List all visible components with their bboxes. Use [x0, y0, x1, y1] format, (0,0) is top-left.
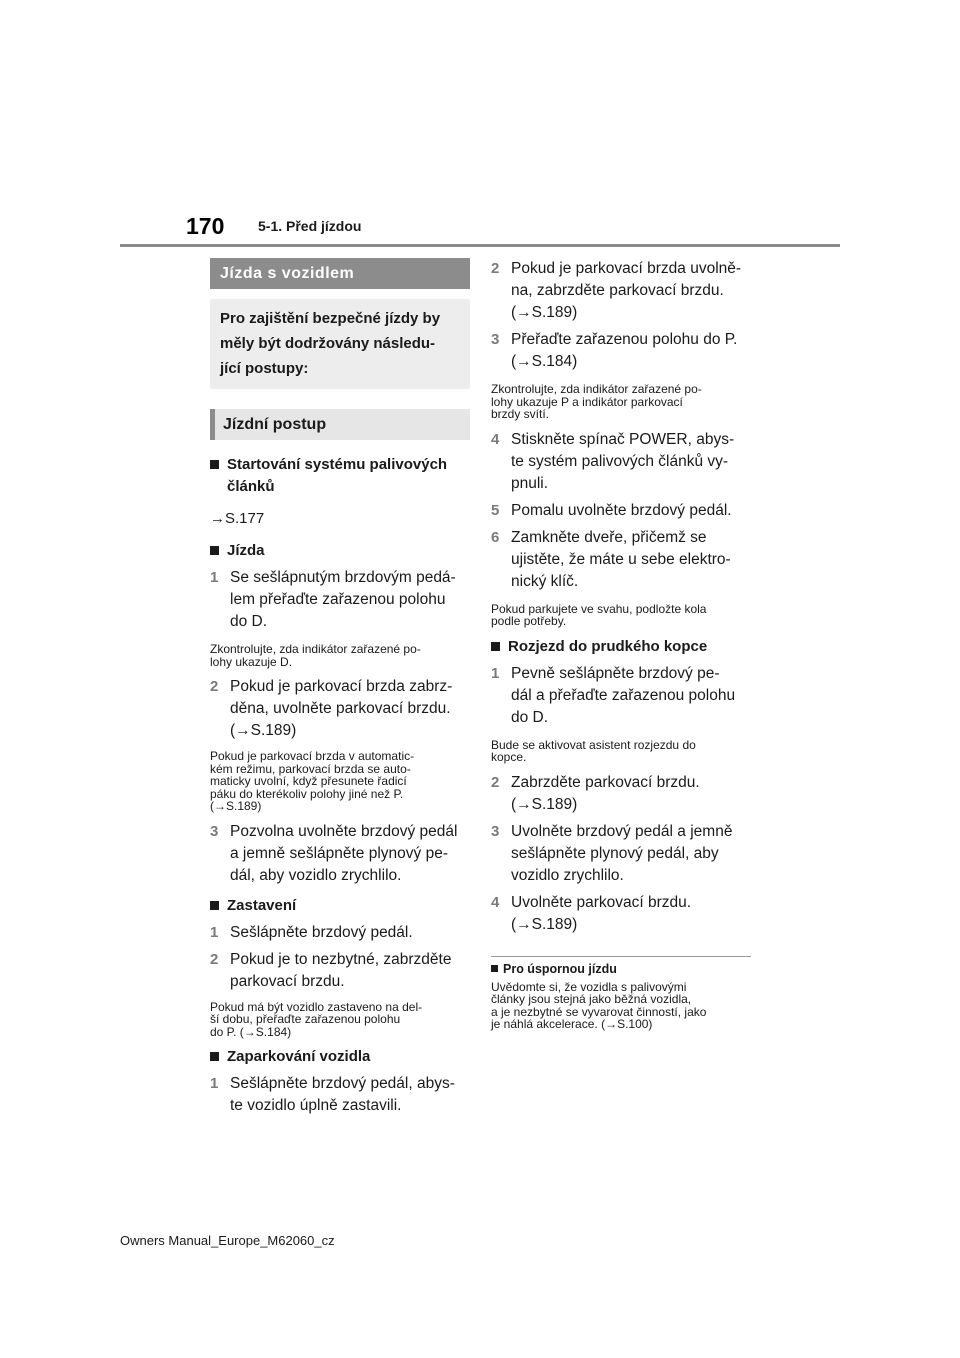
left-column [210, 258, 470, 1117]
step-number: 3 [491, 331, 500, 348]
note [210, 750, 470, 813]
page-reference: →S.177 [210, 510, 265, 527]
step-number: 3 [210, 822, 219, 840]
step-item [210, 1073, 470, 1117]
step-line: Se sešlápnutým brzdovým pedá- [230, 569, 456, 586]
step-number: 2 [491, 773, 500, 791]
square-bullet-icon [210, 1052, 219, 1061]
step-line: Přeřaďte zařazenou polohu do P. [511, 331, 738, 348]
section-divider [491, 956, 751, 957]
heading-label: Pro úspornou jízdu [503, 961, 617, 976]
step-line: te systém palivových článků vy- [511, 452, 729, 470]
note-line: (→S.189) [210, 799, 262, 813]
step-line: Pevně sešlápněte brzdový pe- [511, 664, 720, 682]
step-item [210, 922, 470, 944]
note [491, 603, 751, 628]
step-line: a jemně sešlápněte plynový pe- [230, 844, 448, 862]
step-line: Stiskněte spínač POWER, abys- [511, 430, 735, 448]
square-bullet-icon [210, 546, 219, 555]
step-number: 4 [491, 893, 500, 911]
note-line: kém režimu, parkovací brzda se auto- [210, 761, 411, 776]
step-line: Zamkněte dveře, přičemž se [511, 528, 707, 546]
step-line: nický klíč. [511, 572, 579, 590]
note-line: lohy ukazuje P a indikátor parkovací [491, 394, 683, 409]
step-line: Pokud je to nezbytné, zabrzděte [230, 950, 452, 968]
note-line: Zkontrolujte, zda indikátor zařazené po- [491, 382, 702, 396]
step-number: 1 [491, 664, 500, 682]
step-item [491, 663, 751, 729]
step-item [491, 892, 751, 936]
step-line: (→S.189) [511, 795, 578, 813]
heading-label: Jízda [227, 542, 265, 559]
step-line: dál a přeřaďte zařazenou polohu [511, 686, 736, 704]
step-number: 5 [491, 501, 500, 519]
heading-label: Zaparkování vozidla [227, 1048, 371, 1065]
step-line: do D. [230, 613, 268, 630]
sub-heading: Jízdní postup [210, 409, 470, 440]
note-line: maticky uvolní, když přesunete řadicí [210, 774, 407, 788]
step-number: 1 [210, 1075, 219, 1092]
note-line: do P. (→S.184) [210, 1024, 292, 1039]
step-line: Pozvolna uvolněte brzdový pedál [230, 822, 458, 840]
heading-line: Startování systému palivových [227, 456, 448, 473]
step-line: Pokud je parkovací brzda zabrz- [230, 678, 453, 695]
note-line: články jsou stejná jako běžná vozidla, [491, 992, 692, 1006]
step-line: vozidlo zrychlilo. [511, 866, 624, 884]
drive-heading [210, 540, 470, 562]
step-line: dál, aby vozidlo zrychlilo. [230, 866, 402, 884]
note [491, 739, 751, 764]
note [210, 1001, 470, 1039]
heading-line: článků [227, 478, 275, 495]
stop-heading [210, 895, 470, 917]
intro-box [210, 299, 470, 389]
step-line: (→S.184) [511, 353, 578, 370]
step-number: 3 [491, 822, 500, 840]
step-item [491, 821, 751, 887]
page-number: 170 [186, 213, 225, 239]
intro-line: měly být dodržovány následu- [220, 335, 436, 352]
note [491, 383, 751, 421]
step-line: Sešlápněte brzdový pedál. [230, 923, 413, 941]
step-item [491, 329, 751, 373]
step-line: parkovací brzdu. [230, 972, 345, 990]
heading-label: Zastavení [227, 896, 297, 914]
note-line: ší dobu, přeřaďte zařazenou polohu [210, 1012, 401, 1026]
step-line: na, zabrzděte parkovací brzdu. [511, 282, 724, 299]
start-heading [210, 454, 470, 498]
step-line: Sešlápněte brzdový pedál, abys- [230, 1075, 455, 1092]
step-item [210, 821, 470, 887]
note-line: Pokud je parkovací brzda v automatic- [210, 749, 415, 763]
note-line: páku do kterékoliv polohy jiné než P. [210, 786, 404, 801]
step-item [210, 676, 470, 742]
step-line: Uvolněte parkovací brzdu. [511, 893, 692, 911]
step-line: (→S.189) [230, 722, 297, 739]
step-line: Pomalu uvolněte brzdový pedál. [511, 501, 732, 519]
step-line: (→S.189) [511, 915, 578, 933]
step-line: pnuli. [511, 474, 549, 492]
hill-heading [491, 636, 751, 658]
square-bullet-icon [210, 901, 219, 910]
note-line: podle potřeby. [491, 614, 567, 628]
note-line: lohy ukazuje D. [210, 654, 293, 669]
note-line: Pokud má být vozidlo zastaveno na del- [210, 999, 423, 1014]
note-line: kopce. [491, 750, 527, 764]
square-bullet-icon [491, 965, 498, 972]
step-number: 6 [491, 528, 500, 546]
header-divider [120, 244, 840, 247]
step-line: Pokud je parkovací brzda uvolně- [511, 260, 742, 277]
step-item [491, 500, 751, 522]
step-line: lem přeřaďte zařazenou polohu [230, 591, 446, 608]
step-item [210, 567, 470, 633]
step-number: 4 [491, 430, 500, 448]
note-line: Bude se aktivovat asistent rozjezdu do [491, 737, 696, 752]
step-line: (→S.189) [511, 304, 578, 321]
step-number: 1 [210, 569, 219, 586]
note-line: Uvědomte si, že vozidla s palivovými [491, 979, 687, 994]
step-number: 1 [210, 923, 219, 941]
right-column [491, 258, 751, 1031]
step-line: děna, uvolněte parkovací brzdu. [230, 700, 451, 717]
step-line: ujistěte, že máte u sebe elektro- [511, 550, 731, 568]
step-item [491, 527, 751, 593]
intro-line: Pro zajištění bezpečné jízdy by [220, 310, 441, 327]
step-line: te vozidlo úplně zastavili. [230, 1097, 402, 1114]
step-item [210, 949, 470, 993]
step-number: 2 [210, 950, 219, 968]
step-item [491, 772, 751, 816]
main-heading: Jízda s vozidlem [210, 258, 470, 289]
note-line: Zkontrolujte, zda indikátor zařazené po- [210, 642, 421, 656]
eco-heading [491, 961, 751, 977]
eco-text [491, 981, 751, 1031]
note [210, 643, 470, 668]
step-item [491, 258, 751, 324]
square-bullet-icon [491, 642, 500, 651]
square-bullet-icon [210, 460, 219, 469]
step-line: do D. [511, 708, 549, 726]
footer-text: Owners Manual_Europe_M62060_cz [120, 1233, 335, 1248]
note-line: a je nezbytné se vyvarovat činností, jako [491, 1004, 707, 1019]
step-line: sešlápněte plynový pedál, aby [511, 844, 719, 862]
step-line: Uvolněte brzdový pedál a jemně [511, 822, 733, 840]
note-line: je náhlá akcelerace. (→S.100) [491, 1017, 653, 1031]
note-line: brzdy svítí. [491, 407, 550, 421]
step-number: 2 [491, 260, 500, 277]
section-title: 5-1. Před jízdou [258, 218, 362, 234]
intro-line: jící postupy: [220, 360, 309, 377]
park-heading [210, 1046, 470, 1068]
heading-label: Rozjezd do prudkého kopce [508, 637, 708, 655]
note-line: Pokud parkujete ve svahu, podložte kola [491, 601, 707, 616]
step-item [491, 429, 751, 495]
step-number: 2 [210, 678, 219, 695]
step-line: Zabrzděte parkovací brzdu. [511, 773, 700, 791]
